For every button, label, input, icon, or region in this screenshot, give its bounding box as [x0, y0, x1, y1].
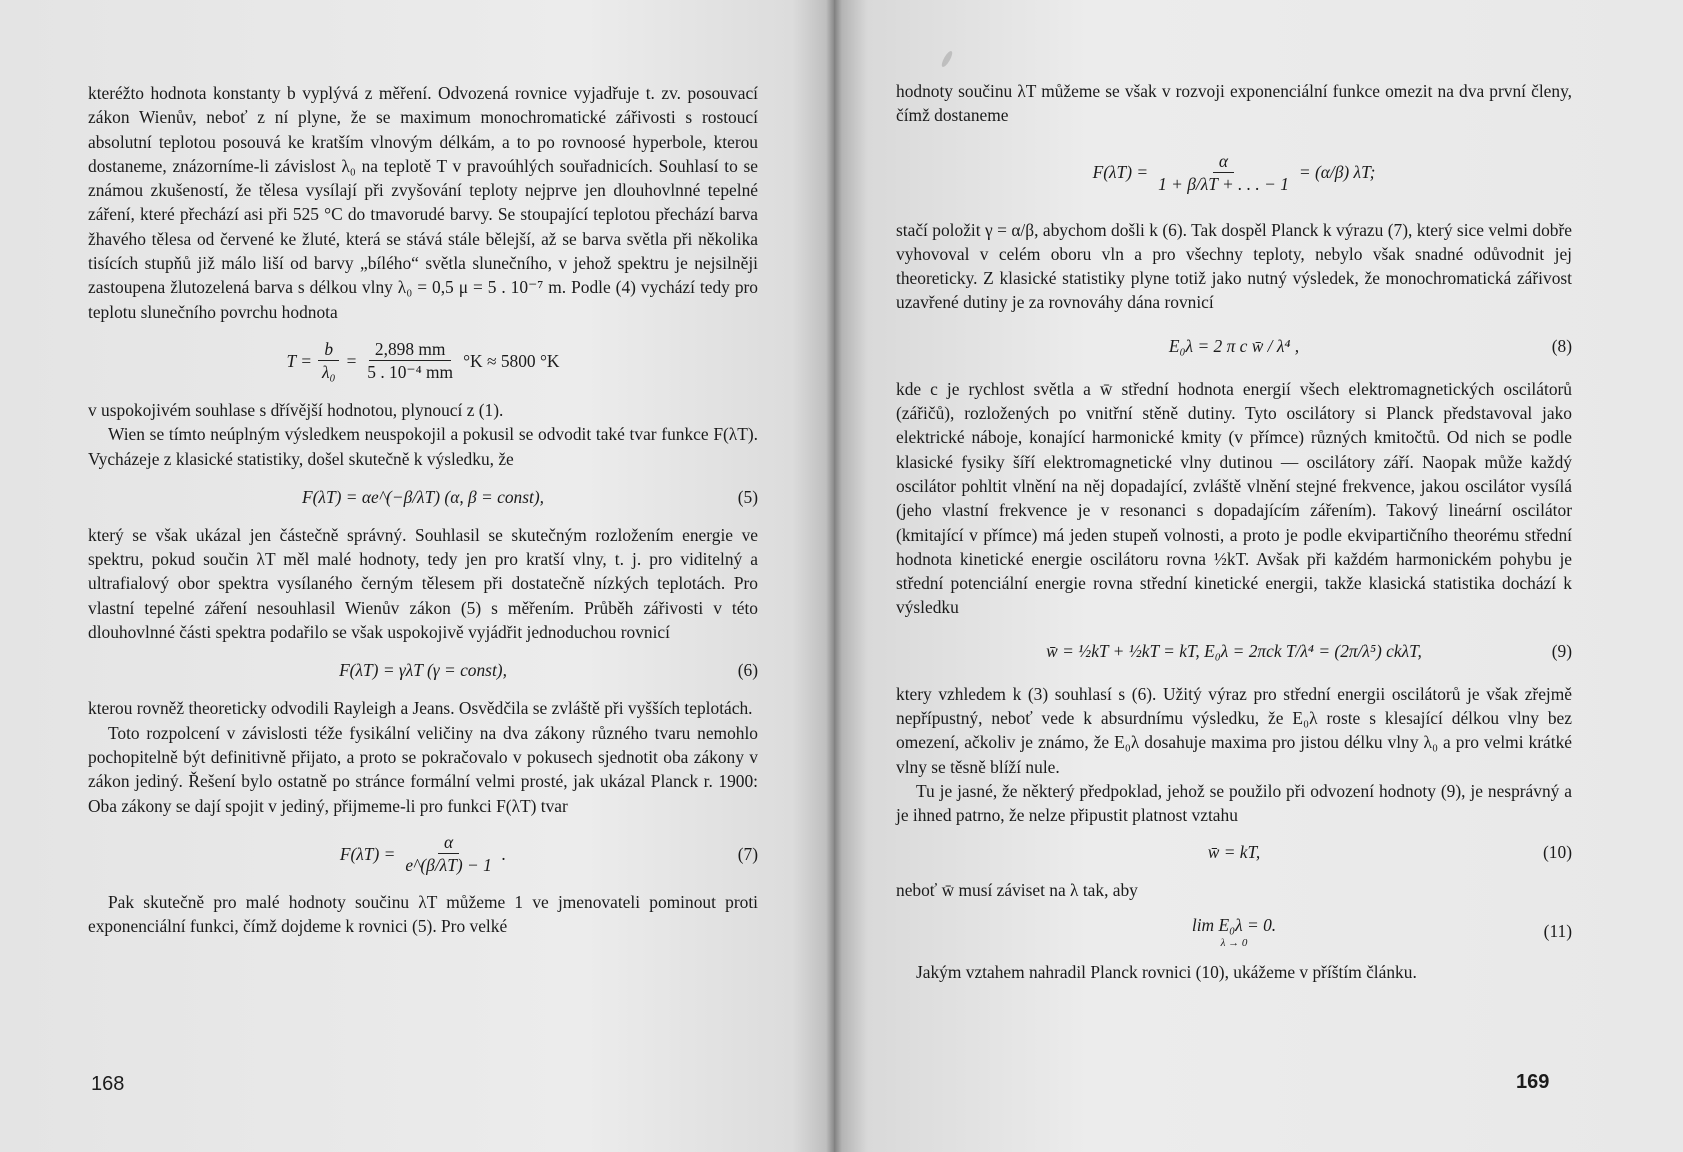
- page-number: 168: [91, 1073, 125, 1095]
- fraction-numerator: α: [438, 831, 459, 854]
- paragraph: neboť w̄ musí záviset na λ tak, aby: [896, 879, 1138, 900]
- equation-11: [896, 908, 1572, 954]
- equation-8: [896, 321, 1572, 371]
- fraction-denominator: e^(β/λT) − 1: [405, 855, 492, 876]
- paragraph: Toto rozpolcení v závislosti téže fysikální veličiny na dva zákony různého tvaru nemohlo pochopitelně být definitivně přijato, a proto se pokračovalo v pokusech sjednotit oba zákony v zákon jediný. Řešení bylo ostatně po stránce formální velmi prosté, jak ukázal Planck r. 1900: Oba zákony se dají spojit v jediný, přijmeme-li pro funkci F(λT) tvar: [88, 722, 758, 816]
- equation-expression: E₀λ = 2 π c w̄ / λ⁴ ,: [1168, 335, 1300, 356]
- paragraph: kteréžto hodnota konstanty b vyplývá z měření. Odvozená rovnice vyjadřuje t. zv. posouvací zákon Wienův, neboť z ní plyne, že se maximum monochromatické zářivosti s rostoucí absolutní teplotou posouvá ke kratším vlnovým délkám, a to po rovnoosé hyperbole, kterou dostaneme, znázorníme-li závislost λ₀ na teplotě T v pravoúhlých souřadnicích. Souhlasí to se známou zkušeností, že tělesa vysílají při zvyšování teploty nejprve jen dlouhovlnné tepelné záření, které přechází asi při 525 °C do tmavorudé barvy. Se stoupající teplotou přechází barva žhavého tělesa od červené ke žluté, která se stává stále bělejší, až se barva světla při několika tisících stupňů již málo liší od barvy „bílého“ světla slunečního, v jehož spektru je nejsilněji zastoupena žlutozelená barva s délkou vlny λ₀ = 0,5 μ = 5 . 10⁻⁷ m. Podle (4) vychází tedy pro teplotu slunečního povrchu hodnota: [88, 83, 758, 322]
- left-text-block: [88, 81, 758, 938]
- ink-smudge: [940, 50, 954, 69]
- equation-6: [88, 650, 758, 690]
- fraction-denominator: λ₀: [321, 362, 336, 383]
- fraction-numerator: b: [318, 338, 339, 361]
- fraction-denominator: 1 + β/λT + . . . − 1: [1158, 174, 1289, 195]
- equation-10: [896, 834, 1572, 872]
- equation-number: (11): [1543, 920, 1572, 941]
- fraction: [1152, 150, 1295, 195]
- equation-number: (10): [1543, 842, 1572, 863]
- page-number: 169: [1516, 1071, 1550, 1093]
- equation-number: (5): [737, 486, 758, 507]
- equation-number: (6): [737, 660, 758, 681]
- equation-expression: lim E₀λ = 0.: [1191, 914, 1277, 935]
- paragraph: hodnoty součinu λT můžeme se však v rozvoji exponenciální funkce omezit na dva první členy, čímž dostaneme: [896, 81, 1572, 126]
- equation-temperature: [88, 330, 758, 392]
- equation-lhs: F(λT) =: [1092, 162, 1149, 183]
- equation-number: (7): [737, 843, 758, 864]
- equation-5: [88, 477, 758, 517]
- equation-7: [88, 824, 758, 884]
- equation-9: [896, 626, 1572, 676]
- paragraph: který se však ukázal jen částečně správný. Souhlasil se skutečným rozložením energie ve spektru, pokud součin λT měl malé hodnoty, tedy jen pro kratší vlny, t. j. pro viditelný a ultrafialový obor spektra vysílaného černým tělesem při dostatečně nízkých teplotách. Pro vlastní tepelné záření nesouhlasil Wienův zákon (5) s měřením. Průběh zářivosti v této dlouhovlnné části spektra podařilo se však uspokojivě vyjádřit jednoduchou rovnicí: [88, 524, 758, 643]
- limit-expression: [1192, 913, 1276, 949]
- paragraph: kde c je rychlost světla a w̄ střední hodnota energií všech elektromagnetických oscilátorů (zářičů), rozložených po vnitřní stěně dutiny. Tyto oscilátory si Planck představoval jako elektrické náboje, konající harmonické kmity (v přímce) různých kmitočtů. Od nich se podle klasické fysiky šíří elektromagnetické vlny dutinou — oscilátory září. Naopak může každý oscilátor pohltit vlnění na něj dopadající, zvláště vlnění stejné frekvence, jakou oscilátor vysílá (jeho vlastní frekvence je v resonanci s dopadajícím zářením). Takový lineární oscilátor (kmitající v přímce) má jeden stupeň volnosti, a proto je podle ekvipartičního theorému střední hodnota kinetické energie oscilátoru rovna ½kT. Avšak při každém harmonickém pohybu je střední potenciální energie rovna střední kinetické energii, takže klasická statistika dochází k výsledku: [896, 378, 1572, 618]
- paragraph: Pak skutečně pro malé hodnoty součinu λT můžeme 1 ve jmenovateli pominout proti exponenciální funkci, čímž dojdeme k rovnici (5). Pro velké: [88, 891, 758, 937]
- paragraph: Wien se tímto neúplným výsledkem neuspokojil a pokusil se odvodit také tvar funkce F(λT). Vycházeje z klasické statistiky, došel skutečně k výsledku, že: [88, 424, 758, 469]
- book-gutter: [826, 0, 842, 1152]
- paragraph: kterou rovněž theoreticky odvodili Rayleigh a Jeans. Osvědčila se zvláště při vyšších teplotách.: [88, 698, 753, 719]
- paragraph: Jakým vztahem nahradil Planck rovnici (10), ukážeme v příštím článku.: [916, 961, 1417, 982]
- fraction: [316, 338, 342, 383]
- equation-number: (8): [1551, 335, 1572, 356]
- fraction-numerator: α: [1213, 150, 1234, 173]
- equation-expression: w̄ = kT,: [1207, 842, 1261, 863]
- equation-rhs: = (α/β) λT;: [1298, 162, 1376, 183]
- equation-number: (9): [1551, 640, 1572, 661]
- right-text-block: [896, 79, 1572, 984]
- equation-lhs: T =: [286, 350, 312, 371]
- fraction: [399, 831, 497, 876]
- equation-rhs: °K ≈ 5800 °K: [463, 350, 560, 371]
- equation-expression: w̄ = ½kT + ½kT = kT, E₀λ = 2πck T/λ⁴ = (2π/λ⁵) ckλT,: [1046, 640, 1422, 661]
- fraction: [361, 338, 459, 383]
- equation-expression: F(λT) = αe^(−β/λT) (α, β = const),: [302, 486, 544, 507]
- limit-subscript: λ → 0: [1220, 936, 1248, 949]
- equation-expression: F(λT) = γλT (γ = const),: [339, 660, 507, 681]
- equation-expansion: [896, 134, 1572, 212]
- right-page: [834, 0, 1683, 1152]
- paragraph: v uspokojivém souhlase s dřívější hodnotou, plynoucí z (1).: [88, 399, 504, 420]
- paragraph: ktery vzhledem k (3) souhlasí s (6). Užitý výraz pro střední energii oscilátorů je však zřejmě nepřípustný, neboť vede k absurdnímu výsledku, že E₀λ roste s klesající délkou vlny bez omezení, ačkoliv je známo, že E₀λ dosahuje maxima pro jistou délku vlny λ₀ a pro velmi krátké vlny se těsně blíží nule.: [896, 683, 1572, 777]
- paragraph: Tu je jasné, že některý předpoklad, jehož se použilo při odvození hodnoty (9), je nesprávný a je ihned patrno, že nelze připustit platnost vztahu: [896, 780, 1572, 826]
- equals-sign: =: [345, 350, 358, 371]
- paragraph: stačí položit γ = α/β, abychom došli k (6). Tak dospěl Planck k výrazu (7), který sice velmi dobře vyhovoval v celém oboru vln a pro všechny teploty, nebylo však snadné odůvodnit jej theoreticky. Z klasické statistiky plyne totiž jako nutný výsledek, že monochromatická zářivost uzavřené dutiny je za rovnováhy dána rovnicí: [896, 219, 1572, 313]
- fraction-numerator: 2,898 mm: [369, 338, 452, 361]
- left-page: [0, 0, 834, 1152]
- fraction-denominator: 5 . 10⁻⁴ mm: [367, 362, 454, 383]
- equation-lhs: F(λT) =: [339, 843, 396, 864]
- equation-tail: .: [501, 843, 507, 864]
